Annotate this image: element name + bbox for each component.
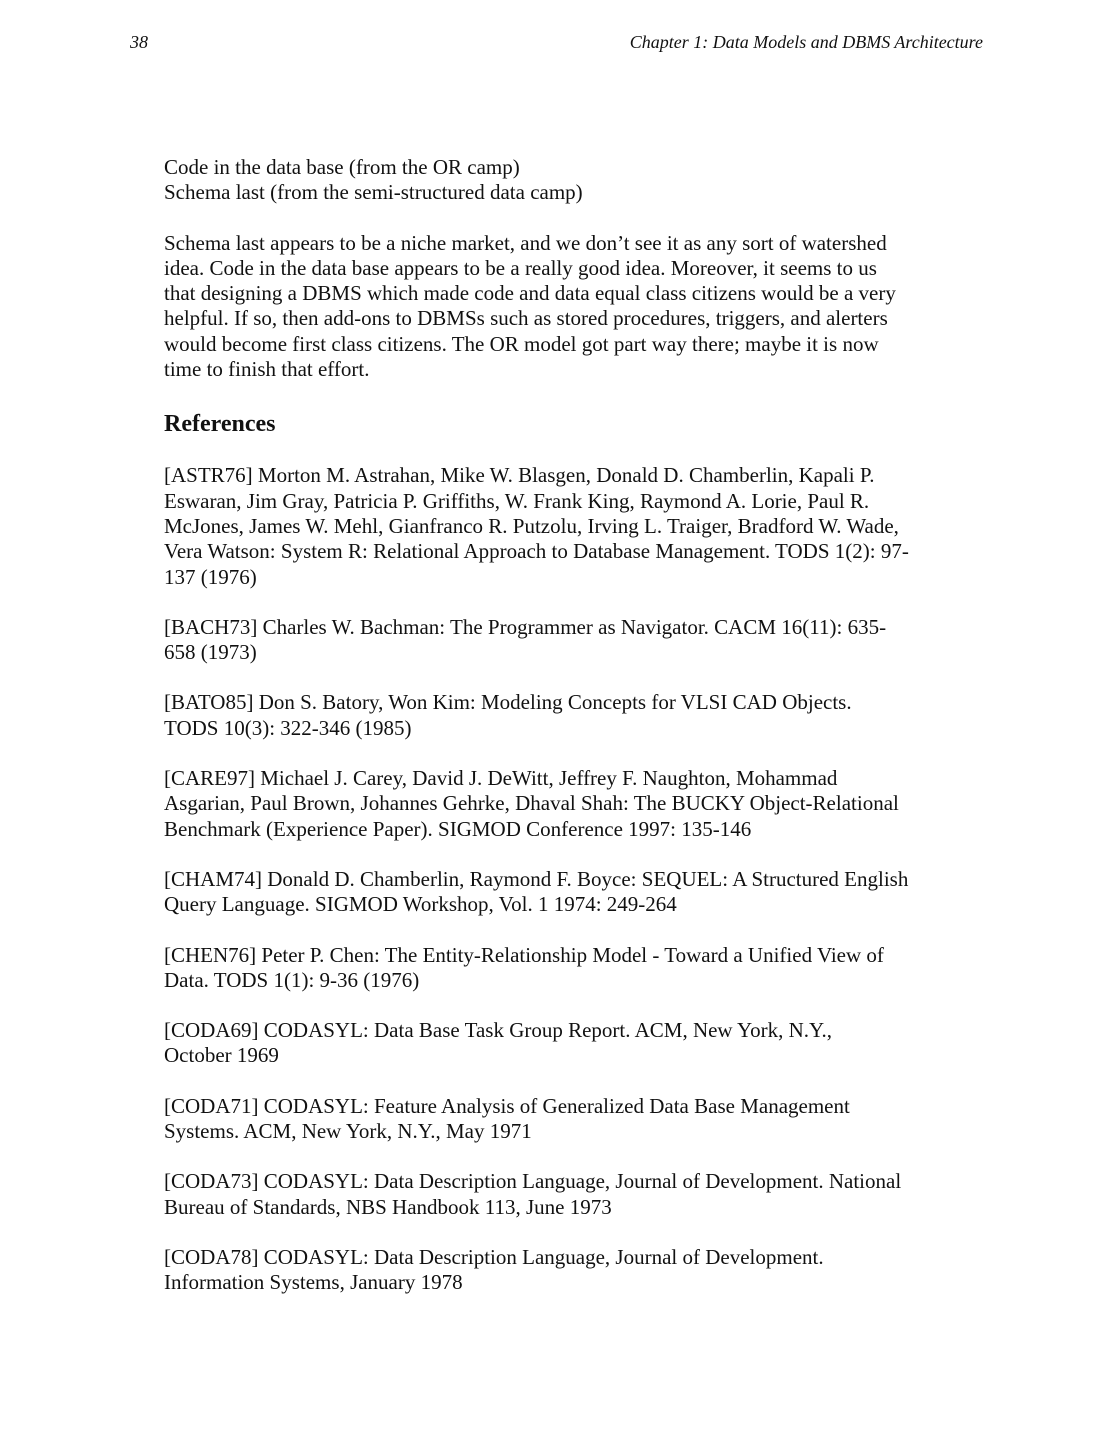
reference-entry-astr76: [164, 463, 964, 589]
paragraph-line: would become first class citizens. The OR model got part way there; maybe it is now: [164, 331, 879, 356]
reference-line: Asgarian, Paul Brown, Johannes Gehrke, Dhaval Shah: The BUCKY Object-Relational: [164, 791, 899, 816]
reference-entry-cham74: [164, 867, 964, 918]
page-number: 38: [130, 32, 148, 52]
reference-line: [CODA69] CODASYL: Data Base Task Group Report. ACM, New York, N.Y.,: [164, 1018, 832, 1043]
paragraph-line: Schema last appears to be a niche market, and we don’t see it as any sort of watershed: [164, 230, 887, 255]
discussion-paragraph: [164, 231, 964, 383]
reference-line: [CODA78] CODASYL: Data Description Language, Journal of Development.: [164, 1244, 824, 1269]
reference-line: Data. TODS 1(1): 9-36 (1976): [164, 967, 420, 992]
running-header: [130, 30, 983, 54]
paragraph-line: idea. Code in the data base appears to be a really good idea. Moreover, it seems to us: [164, 255, 877, 280]
references-heading: References: [164, 411, 276, 438]
paragraph-line: that designing a DBMS which made code and data equal class citizens would be a very: [164, 281, 896, 306]
reference-line: [CODA71] CODASYL: Feature Analysis of Generalized Data Base Management: [164, 1093, 850, 1118]
design-ideas-list: [164, 155, 964, 206]
reference-line: [BATO85] Don S. Batory, Won Kim: Modeling Concepts for VLSI CAD Objects.: [164, 690, 852, 715]
reference-line: [CHAM74] Donald D. Chamberlin, Raymond F. Boyce: SEQUEL: A Structured English: [164, 866, 909, 891]
reference-line: Benchmark (Experience Paper). SIGMOD Conference 1997: 135-146: [164, 816, 752, 841]
reference-entry-bato85: [164, 690, 964, 741]
references-list: [164, 463, 964, 1295]
list-line: Schema last (from the semi-structured data camp): [164, 180, 583, 205]
paragraph-line: helpful. If so, then add-ons to DBMSs such as stored procedures, triggers, and alerters: [164, 306, 888, 331]
reference-line: [ASTR76] Morton M. Astrahan, Mike W. Blasgen, Donald D. Chamberlin, Kapali P.: [164, 463, 875, 488]
reference-entry-coda78: [164, 1245, 964, 1296]
reference-line: Systems. ACM, New York, N.Y., May 1971: [164, 1119, 532, 1144]
list-line: Code in the data base (from the OR camp): [164, 155, 520, 179]
reference-entry-coda69: [164, 1018, 964, 1069]
reference-entry-coda73: [164, 1169, 964, 1220]
paragraph-line: time to finish that effort.: [164, 357, 370, 382]
reference-line: [BACH73] Charles W. Bachman: The Programmer as Navigator. CACM 16(11): 635-: [164, 614, 887, 639]
reference-line: 658 (1973): [164, 640, 257, 665]
chapter-title: Chapter 1: Data Models and DBMS Architecture: [629, 32, 983, 52]
reference-entry-coda71: [164, 1094, 964, 1145]
reference-entry-bach73: [164, 615, 964, 666]
reference-line: 137 (1976): [164, 564, 257, 589]
reference-line: McJones, James W. Mehl, Gianfranco R. Putzolu, Irving L. Traiger, Bradford W. Wade,: [164, 513, 899, 538]
reference-line: Vera Watson: System R: Relational Approach to Database Management. TODS 1(2): 97-: [164, 539, 909, 564]
reference-line: October 1969: [164, 1043, 279, 1068]
reference-line: Information Systems, January 1978: [164, 1270, 463, 1295]
reference-line: [CODA73] CODASYL: Data Description Language, Journal of Development. National: [164, 1169, 902, 1194]
reference-line: TODS 10(3): 322-346 (1985): [164, 715, 412, 740]
reference-line: [CARE97] Michael J. Carey, David J. DeWitt, Jeffrey F. Naughton, Mohammad: [164, 766, 838, 791]
reference-line: Bureau of Standards, NBS Handbook 113, June 1973: [164, 1194, 612, 1219]
page-body: [164, 155, 964, 1296]
reference-line: [CHEN76] Peter P. Chen: The Entity-Relationship Model - Toward a Unified View of: [164, 942, 884, 967]
reference-line: Query Language. SIGMOD Workshop, Vol. 1 1974: 249-264: [164, 892, 677, 917]
reference-line: Eswaran, Jim Gray, Patricia P. Griffiths, W. Frank King, Raymond A. Lorie, Paul R.: [164, 488, 870, 513]
reference-entry-care97: [164, 766, 964, 842]
reference-entry-chen76: [164, 943, 964, 994]
